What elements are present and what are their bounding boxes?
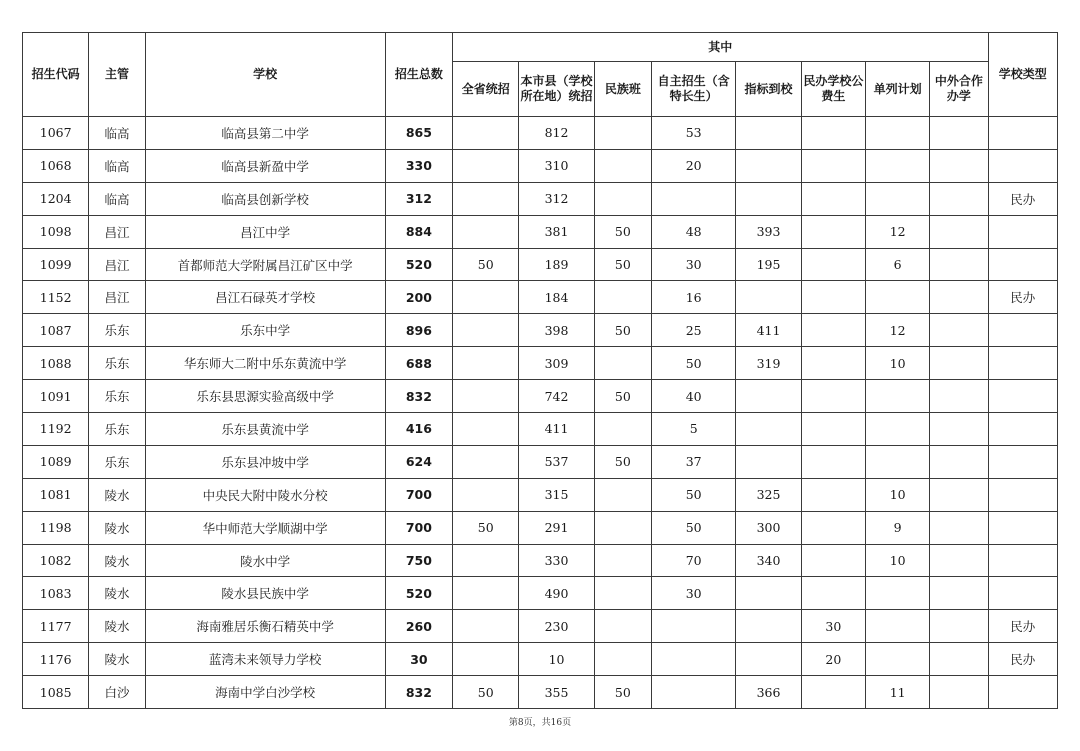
header-province-wide: 全省统招 xyxy=(453,62,519,117)
cell-separate-plan: 12 xyxy=(866,314,930,347)
cell-quota: 195 xyxy=(736,248,801,281)
cell-separate-plan: 6 xyxy=(866,248,930,281)
cell-separate-plan: 12 xyxy=(866,215,930,248)
cell-private-funded xyxy=(801,215,865,248)
table-row xyxy=(23,281,1058,314)
cell-separate-plan: 10 xyxy=(866,347,930,380)
cell-private-funded xyxy=(801,413,865,446)
cell-school-type xyxy=(988,413,1057,446)
cell-separate-plan xyxy=(866,380,930,413)
cell-sino-foreign xyxy=(930,445,988,478)
cell-separate-plan xyxy=(866,117,930,150)
cell-school-type xyxy=(988,380,1057,413)
cell-independent: 40 xyxy=(651,380,735,413)
cell-total: 896 xyxy=(385,314,452,347)
header-separate-plan: 单列计划 xyxy=(866,62,930,117)
cell-total: 520 xyxy=(385,577,452,610)
cell-province-wide xyxy=(453,281,519,314)
table-row xyxy=(23,314,1058,347)
cell-ethnic-class xyxy=(594,544,651,577)
header-school: 学校 xyxy=(145,33,385,117)
admission-plan-table xyxy=(22,32,1058,709)
cell-independent xyxy=(651,676,735,709)
cell-independent: 50 xyxy=(651,511,735,544)
cell-province-wide xyxy=(453,215,519,248)
cell-school-type xyxy=(988,347,1057,380)
cell-dept: 临高 xyxy=(89,182,145,215)
header-code: 招生代码 xyxy=(23,33,89,117)
cell-province-wide xyxy=(453,643,519,676)
header-school-type: 学校类型 xyxy=(988,33,1057,117)
cell-private-funded xyxy=(801,577,865,610)
cell-quota xyxy=(736,577,801,610)
cell-quota xyxy=(736,380,801,413)
cell-sino-foreign xyxy=(930,281,988,314)
cell-school: 乐东县冲坡中学 xyxy=(145,445,385,478)
cell-school-type: 民办 xyxy=(988,610,1057,643)
cell-ethnic-class xyxy=(594,577,651,610)
header-private-public-funded: 民办学校公费生 xyxy=(801,62,865,117)
cell-private-funded xyxy=(801,676,865,709)
cell-local-county: 355 xyxy=(519,676,594,709)
cell-independent: 50 xyxy=(651,347,735,380)
table-row xyxy=(23,643,1058,676)
cell-total: 750 xyxy=(385,544,452,577)
cell-sino-foreign xyxy=(930,149,988,182)
cell-private-funded: 30 xyxy=(801,610,865,643)
cell-separate-plan xyxy=(866,577,930,610)
cell-independent: 48 xyxy=(651,215,735,248)
cell-sino-foreign xyxy=(930,544,988,577)
cell-sino-foreign xyxy=(930,676,988,709)
cell-dept: 陵水 xyxy=(89,511,145,544)
cell-code: 1177 xyxy=(23,610,89,643)
cell-dept: 乐东 xyxy=(89,380,145,413)
cell-school: 临高县创新学校 xyxy=(145,182,385,215)
cell-local-county: 411 xyxy=(519,413,594,446)
cell-school: 陵水县民族中学 xyxy=(145,577,385,610)
cell-school-type xyxy=(988,445,1057,478)
cell-code: 1192 xyxy=(23,413,89,446)
cell-independent: 30 xyxy=(651,248,735,281)
cell-quota xyxy=(736,117,801,150)
cell-school-type xyxy=(988,117,1057,150)
cell-sino-foreign xyxy=(930,215,988,248)
cell-total: 884 xyxy=(385,215,452,248)
cell-separate-plan: 11 xyxy=(866,676,930,709)
table-row xyxy=(23,478,1058,511)
cell-ethnic-class xyxy=(594,281,651,314)
cell-private-funded xyxy=(801,281,865,314)
cell-independent: 25 xyxy=(651,314,735,347)
cell-sino-foreign xyxy=(930,610,988,643)
cell-school-type xyxy=(988,577,1057,610)
header-quota-to-school: 指标到校 xyxy=(736,62,801,117)
cell-independent xyxy=(651,182,735,215)
cell-province-wide: 50 xyxy=(453,676,519,709)
header-total: 招生总数 xyxy=(385,33,452,117)
cell-dept: 陵水 xyxy=(89,544,145,577)
cell-sino-foreign xyxy=(930,577,988,610)
cell-total: 330 xyxy=(385,149,452,182)
cell-school: 海南雅居乐衡石精英中学 xyxy=(145,610,385,643)
cell-total: 700 xyxy=(385,478,452,511)
table-row xyxy=(23,182,1058,215)
cell-school: 华东师大二附中乐东黄流中学 xyxy=(145,347,385,380)
cell-dept: 昌江 xyxy=(89,281,145,314)
cell-separate-plan: 9 xyxy=(866,511,930,544)
cell-ethnic-class: 50 xyxy=(594,445,651,478)
cell-total: 832 xyxy=(385,676,452,709)
cell-school: 乐东中学 xyxy=(145,314,385,347)
cell-province-wide: 50 xyxy=(453,511,519,544)
cell-ethnic-class: 50 xyxy=(594,314,651,347)
cell-ethnic-class xyxy=(594,117,651,150)
cell-school: 临高县新盈中学 xyxy=(145,149,385,182)
table-row xyxy=(23,445,1058,478)
cell-school: 中央民大附中陵水分校 xyxy=(145,478,385,511)
cell-province-wide: 50 xyxy=(453,248,519,281)
table-row xyxy=(23,149,1058,182)
table-row xyxy=(23,544,1058,577)
cell-separate-plan xyxy=(866,182,930,215)
cell-school: 陵水中学 xyxy=(145,544,385,577)
cell-private-funded xyxy=(801,478,865,511)
cell-dept: 陵水 xyxy=(89,577,145,610)
cell-total: 260 xyxy=(385,610,452,643)
cell-dept: 昌江 xyxy=(89,215,145,248)
cell-sino-foreign xyxy=(930,511,988,544)
cell-province-wide xyxy=(453,117,519,150)
cell-ethnic-class xyxy=(594,182,651,215)
cell-separate-plan: 10 xyxy=(866,478,930,511)
table-row xyxy=(23,413,1058,446)
table-row xyxy=(23,676,1058,709)
cell-school-type: 民办 xyxy=(988,182,1057,215)
table-row xyxy=(23,248,1058,281)
cell-code: 1089 xyxy=(23,445,89,478)
cell-province-wide xyxy=(453,149,519,182)
cell-total: 832 xyxy=(385,380,452,413)
cell-ethnic-class xyxy=(594,478,651,511)
cell-quota xyxy=(736,610,801,643)
cell-dept: 昌江 xyxy=(89,248,145,281)
cell-local-county: 10 xyxy=(519,643,594,676)
cell-sino-foreign xyxy=(930,478,988,511)
cell-school: 昌江中学 xyxy=(145,215,385,248)
cell-private-funded xyxy=(801,347,865,380)
table-row xyxy=(23,511,1058,544)
cell-school-type xyxy=(988,314,1057,347)
table-row xyxy=(23,610,1058,643)
cell-private-funded xyxy=(801,149,865,182)
cell-sino-foreign xyxy=(930,117,988,150)
header-local-county: 本市县（学校所在地）统招 xyxy=(519,62,594,117)
cell-ethnic-class: 50 xyxy=(594,380,651,413)
cell-private-funded xyxy=(801,511,865,544)
header-independent: 自主招生（含特长生） xyxy=(651,62,735,117)
cell-quota: 340 xyxy=(736,544,801,577)
cell-dept: 乐东 xyxy=(89,413,145,446)
cell-code: 1091 xyxy=(23,380,89,413)
cell-school: 乐东县思源实验高级中学 xyxy=(145,380,385,413)
cell-local-county: 309 xyxy=(519,347,594,380)
cell-province-wide xyxy=(453,577,519,610)
cell-school-type xyxy=(988,149,1057,182)
cell-total: 312 xyxy=(385,182,452,215)
cell-total: 865 xyxy=(385,117,452,150)
cell-sino-foreign xyxy=(930,314,988,347)
table-row xyxy=(23,117,1058,150)
cell-private-funded xyxy=(801,314,865,347)
cell-code: 1067 xyxy=(23,117,89,150)
cell-quota: 393 xyxy=(736,215,801,248)
cell-province-wide xyxy=(453,380,519,413)
cell-school-type xyxy=(988,478,1057,511)
cell-dept: 陵水 xyxy=(89,610,145,643)
cell-ethnic-class xyxy=(594,643,651,676)
cell-ethnic-class: 50 xyxy=(594,215,651,248)
cell-quota xyxy=(736,413,801,446)
cell-ethnic-class xyxy=(594,149,651,182)
table-row xyxy=(23,577,1058,610)
cell-school: 昌江石碌英才学校 xyxy=(145,281,385,314)
cell-code: 1088 xyxy=(23,347,89,380)
cell-independent: 20 xyxy=(651,149,735,182)
cell-school: 首都师范大学附属昌江矿区中学 xyxy=(145,248,385,281)
cell-code: 1068 xyxy=(23,149,89,182)
cell-school: 华中师范大学顺湖中学 xyxy=(145,511,385,544)
table-body xyxy=(23,117,1058,709)
cell-sino-foreign xyxy=(930,413,988,446)
cell-sino-foreign xyxy=(930,643,988,676)
cell-province-wide xyxy=(453,445,519,478)
cell-separate-plan xyxy=(866,149,930,182)
cell-quota: 300 xyxy=(736,511,801,544)
cell-local-county: 310 xyxy=(519,149,594,182)
cell-total: 200 xyxy=(385,281,452,314)
cell-ethnic-class xyxy=(594,347,651,380)
table-row xyxy=(23,380,1058,413)
cell-quota: 319 xyxy=(736,347,801,380)
cell-quota xyxy=(736,445,801,478)
cell-independent xyxy=(651,643,735,676)
cell-school-type xyxy=(988,676,1057,709)
cell-ethnic-class xyxy=(594,610,651,643)
header-sino-foreign: 中外合作办学 xyxy=(930,62,988,117)
cell-ethnic-class xyxy=(594,413,651,446)
cell-quota: 325 xyxy=(736,478,801,511)
cell-local-county: 381 xyxy=(519,215,594,248)
cell-local-county: 742 xyxy=(519,380,594,413)
cell-local-county: 184 xyxy=(519,281,594,314)
cell-local-county: 398 xyxy=(519,314,594,347)
cell-code: 1198 xyxy=(23,511,89,544)
cell-separate-plan xyxy=(866,445,930,478)
cell-quota xyxy=(736,149,801,182)
cell-independent: 70 xyxy=(651,544,735,577)
cell-separate-plan xyxy=(866,643,930,676)
cell-province-wide xyxy=(453,478,519,511)
cell-local-county: 315 xyxy=(519,478,594,511)
cell-dept: 临高 xyxy=(89,117,145,150)
cell-ethnic-class: 50 xyxy=(594,248,651,281)
cell-school-type xyxy=(988,215,1057,248)
cell-local-county: 189 xyxy=(519,248,594,281)
cell-school: 海南中学白沙学校 xyxy=(145,676,385,709)
cell-school: 蓝湾未来领导力学校 xyxy=(145,643,385,676)
cell-independent: 50 xyxy=(651,478,735,511)
cell-local-county: 330 xyxy=(519,544,594,577)
cell-school: 乐东县黄流中学 xyxy=(145,413,385,446)
cell-local-county: 291 xyxy=(519,511,594,544)
cell-school-type: 民办 xyxy=(988,281,1057,314)
table-row xyxy=(23,215,1058,248)
cell-province-wide xyxy=(453,413,519,446)
cell-private-funded xyxy=(801,182,865,215)
cell-province-wide xyxy=(453,610,519,643)
page-footer: 第8页，共16页 xyxy=(508,718,572,728)
cell-dept: 白沙 xyxy=(89,676,145,709)
cell-sino-foreign xyxy=(930,380,988,413)
cell-independent: 37 xyxy=(651,445,735,478)
cell-code: 1204 xyxy=(23,182,89,215)
cell-school-type xyxy=(988,511,1057,544)
cell-school: 临高县第二中学 xyxy=(145,117,385,150)
cell-total: 624 xyxy=(385,445,452,478)
cell-total: 30 xyxy=(385,643,452,676)
cell-total: 688 xyxy=(385,347,452,380)
cell-separate-plan xyxy=(866,281,930,314)
table-row xyxy=(23,347,1058,380)
cell-school-type xyxy=(988,248,1057,281)
cell-code: 1152 xyxy=(23,281,89,314)
cell-total: 520 xyxy=(385,248,452,281)
cell-independent: 53 xyxy=(651,117,735,150)
cell-code: 1087 xyxy=(23,314,89,347)
cell-code: 1083 xyxy=(23,577,89,610)
cell-private-funded xyxy=(801,117,865,150)
header-dept: 主管 xyxy=(89,33,145,117)
cell-independent: 16 xyxy=(651,281,735,314)
cell-quota xyxy=(736,182,801,215)
cell-code: 1176 xyxy=(23,643,89,676)
cell-separate-plan xyxy=(866,413,930,446)
cell-province-wide xyxy=(453,182,519,215)
cell-province-wide xyxy=(453,314,519,347)
cell-dept: 乐东 xyxy=(89,314,145,347)
cell-private-funded xyxy=(801,544,865,577)
cell-local-county: 312 xyxy=(519,182,594,215)
cell-total: 700 xyxy=(385,511,452,544)
header-group: 其中 xyxy=(453,33,989,62)
cell-dept: 乐东 xyxy=(89,347,145,380)
cell-total: 416 xyxy=(385,413,452,446)
cell-ethnic-class xyxy=(594,511,651,544)
cell-dept: 陵水 xyxy=(89,643,145,676)
cell-private-funded xyxy=(801,248,865,281)
cell-province-wide xyxy=(453,347,519,380)
cell-school-type xyxy=(988,544,1057,577)
cell-dept: 临高 xyxy=(89,149,145,182)
cell-sino-foreign xyxy=(930,248,988,281)
header-ethnic-class: 民族班 xyxy=(594,62,651,117)
cell-school-type: 民办 xyxy=(988,643,1057,676)
cell-separate-plan: 10 xyxy=(866,544,930,577)
cell-code: 1082 xyxy=(23,544,89,577)
cell-dept: 乐东 xyxy=(89,445,145,478)
cell-code: 1081 xyxy=(23,478,89,511)
cell-local-county: 812 xyxy=(519,117,594,150)
cell-sino-foreign xyxy=(930,182,988,215)
cell-code: 1098 xyxy=(23,215,89,248)
cell-sino-foreign xyxy=(930,347,988,380)
cell-local-county: 230 xyxy=(519,610,594,643)
cell-separate-plan xyxy=(866,610,930,643)
cell-quota xyxy=(736,643,801,676)
cell-independent: 5 xyxy=(651,413,735,446)
cell-private-funded: 20 xyxy=(801,643,865,676)
cell-independent xyxy=(651,610,735,643)
cell-province-wide xyxy=(453,544,519,577)
cell-private-funded xyxy=(801,445,865,478)
cell-quota: 411 xyxy=(736,314,801,347)
cell-ethnic-class: 50 xyxy=(594,676,651,709)
cell-dept: 陵水 xyxy=(89,478,145,511)
cell-local-county: 537 xyxy=(519,445,594,478)
cell-independent: 30 xyxy=(651,577,735,610)
cell-quota xyxy=(736,281,801,314)
cell-code: 1099 xyxy=(23,248,89,281)
cell-local-county: 490 xyxy=(519,577,594,610)
cell-private-funded xyxy=(801,380,865,413)
cell-quota: 366 xyxy=(736,676,801,709)
cell-code: 1085 xyxy=(23,676,89,709)
